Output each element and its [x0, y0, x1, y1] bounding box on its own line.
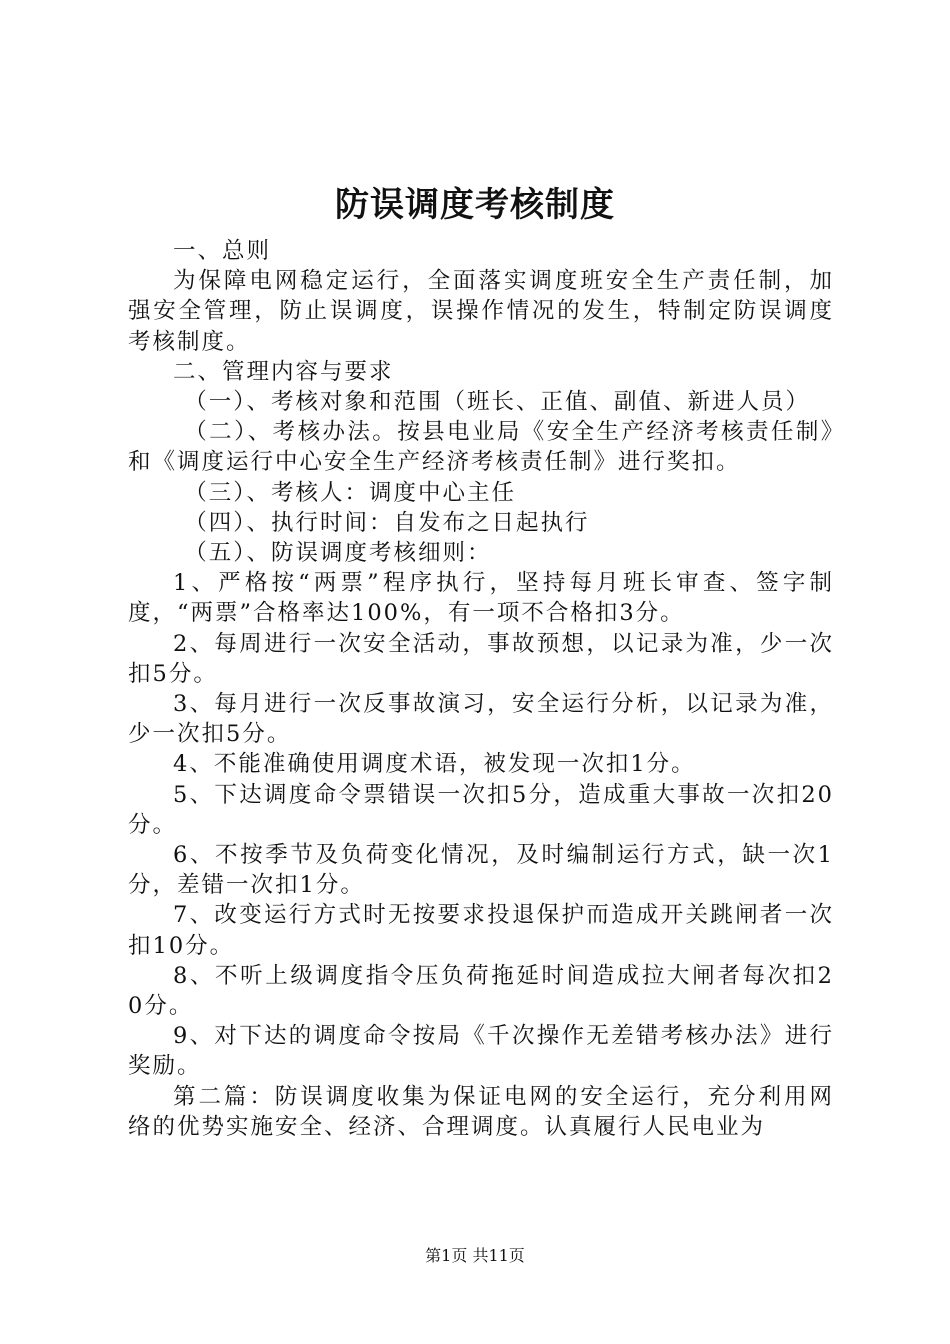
document-body: [128, 236, 834, 1142]
rule-item-7: 7、改变运行方式时无按要求投退保护而造成开关跳闸者一次扣10分。: [128, 902, 834, 959]
rule-item-4: 4、不能准确使用调度术语，被发现一次扣1分。: [173, 751, 696, 778]
paragraph-second-part: 第二篇：防误调度收集为保证电网的安全运行，充分利用网络的优势实施安全、经济、合理调度。认真履行人民电业为: [128, 1083, 834, 1140]
clause-3: （三）、考核人：调度中心主任: [184, 479, 517, 506]
section-heading-requirements: 二、管理内容与要求: [173, 358, 394, 385]
clause-4: （四）、执行时间：自发布之日起执行: [184, 509, 590, 536]
rule-item-1: 1、严格按“两票”程序执行，坚持每月班长审查、签字制度，“两票”合格率达100%，有一项不合格扣3分。: [128, 570, 834, 627]
rule-item-6: 6、不按季节及负荷变化情况，及时编制运行方式，缺一次1分，差错一次扣1分。: [128, 842, 834, 899]
rule-item-5: 5、下达调度命令票错误一次扣5分，造成重大事故一次扣20分。: [128, 781, 834, 838]
rule-item-2: 2、每周进行一次安全活动，事故预想，以记录为准，少一次扣5分。: [128, 630, 834, 687]
rule-item-8: 8、不听上级调度指令压负荷拖延时间造成拉大闸者每次扣20分。: [128, 962, 834, 1020]
clause-5: （五）、防误调度考核细则：: [184, 540, 492, 567]
rule-item-3: 3、每月进行一次反事故演习，安全运行分析，以记录为准，少一次扣5分。: [128, 691, 834, 748]
rule-item-9: 9、对下达的调度命令按局《千次操作无差错考核办法》进行奖励。: [128, 1023, 834, 1080]
paragraph-purpose: 为保障电网稳定运行，全面落实调度班安全生产责任制，加强安全管理，防止误调度，误操作情况的发生，特制定防误调度考核制度。: [128, 268, 834, 355]
clause-1: （一）、考核对象和范围（班长、正值、副值、新进人员）: [184, 389, 811, 416]
document-title: 防误调度考核制度: [335, 185, 615, 225]
page-number-footer: 第1页 共11页: [425, 1246, 525, 1265]
section-heading-general: 一、总则: [173, 238, 272, 264]
clause-2: （二）、考核办法。按县电业局《安全生产经济考核责任制》和《调度运行中心安全生产经济考核责任制》进行奖扣。: [128, 419, 834, 476]
